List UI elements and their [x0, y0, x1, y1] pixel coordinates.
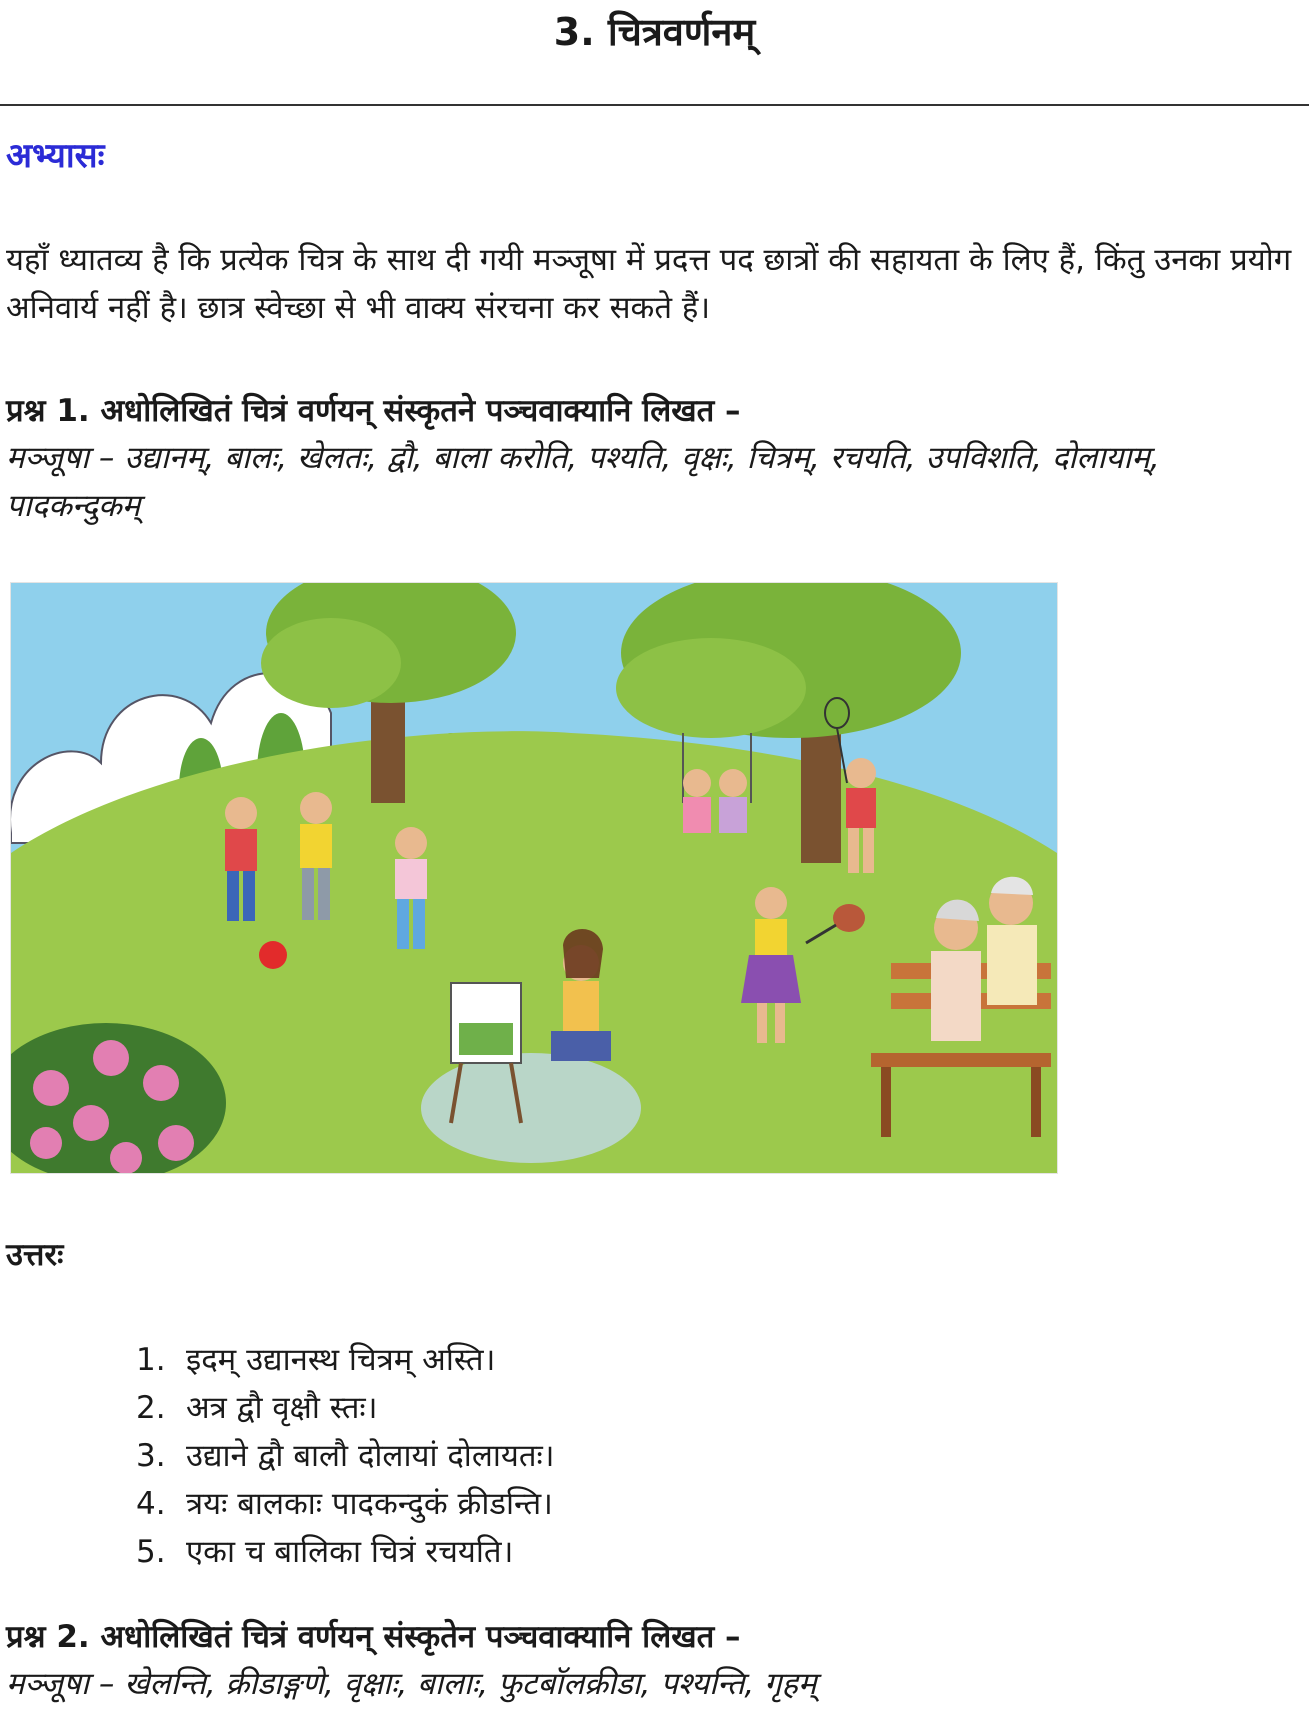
question-2-prompt: प्रश्न 2. अधोलिखितं चित्रं वर्णयन् संस्कृतेन पञ्चवाक्यानि लिखत – — [6, 1619, 741, 1655]
list-item-number: 1. — [136, 1342, 166, 1378]
intro-paragraph: यहाँ ध्यातव्य है कि प्रत्येक चित्र के साथ दी गयी मञ्जूषा में प्रदत्त पद छात्रों की सहायता के लिए हैं, किंतु उनका प्रयोग अनिवार्य नहीं है। छात्र स्वेच्छा से भी वाक्य संरचना कर सकते हैं। — [6, 242, 1292, 326]
answer-list — [136, 1336, 555, 1576]
list-item-text: उद्याने द्वौ बालौ दोलायां दोलायतः। — [186, 1438, 555, 1474]
list-item — [136, 1336, 555, 1384]
list-item-number: 2. — [136, 1390, 166, 1426]
list-item-text: इदम् उद्यानस्थ चित्रम् अस्ति। — [186, 1342, 496, 1378]
list-item-number: 5. — [136, 1534, 166, 1570]
question-1-prompt: प्रश्न 1. अधोलिखितं चित्रं वर्णयन् संस्कृतने पञ्चवाक्यानि लिखत – — [6, 393, 741, 429]
section-heading: अभ्यासः — [6, 136, 105, 176]
list-item-text: अत्र द्वौ वृक्षौ स्तः। — [186, 1390, 378, 1426]
list-item — [136, 1528, 555, 1576]
list-item-number: 4. — [136, 1486, 166, 1522]
question-1-word-box: मञ्जूषा – उद्यानम्, बालः, खेलतः, द्वौ, बाला करोति, पश्यति, वृक्षः, चित्रम्, रचयति, उपविशति, दोलायाम्, पादकन्दुकम् — [6, 440, 1160, 524]
park-illustration — [10, 582, 1058, 1174]
list-item — [136, 1480, 555, 1528]
page-title: 3. चित्रवर्णनम् — [553, 10, 756, 54]
list-item — [136, 1384, 555, 1432]
title-divider — [0, 104, 1309, 106]
list-item-number: 3. — [136, 1438, 166, 1474]
question-2-word-box: मञ्जूषा – खेलन्ति, क्रीडाङ्गणे, वृक्षाः, बालाः, फुटबॉलक्रीडा, पश्यन्ति, गृहम् — [6, 1666, 817, 1702]
list-item-text: एका च बालिका चित्रं रचयति। — [186, 1534, 514, 1570]
ball-icon — [259, 941, 287, 969]
answer-label: उत्तरः — [6, 1237, 64, 1273]
list-item-text: त्रयः बालकाः पादकन्दुकं क्रीडन्ति। — [186, 1486, 553, 1522]
list-item — [136, 1432, 555, 1480]
